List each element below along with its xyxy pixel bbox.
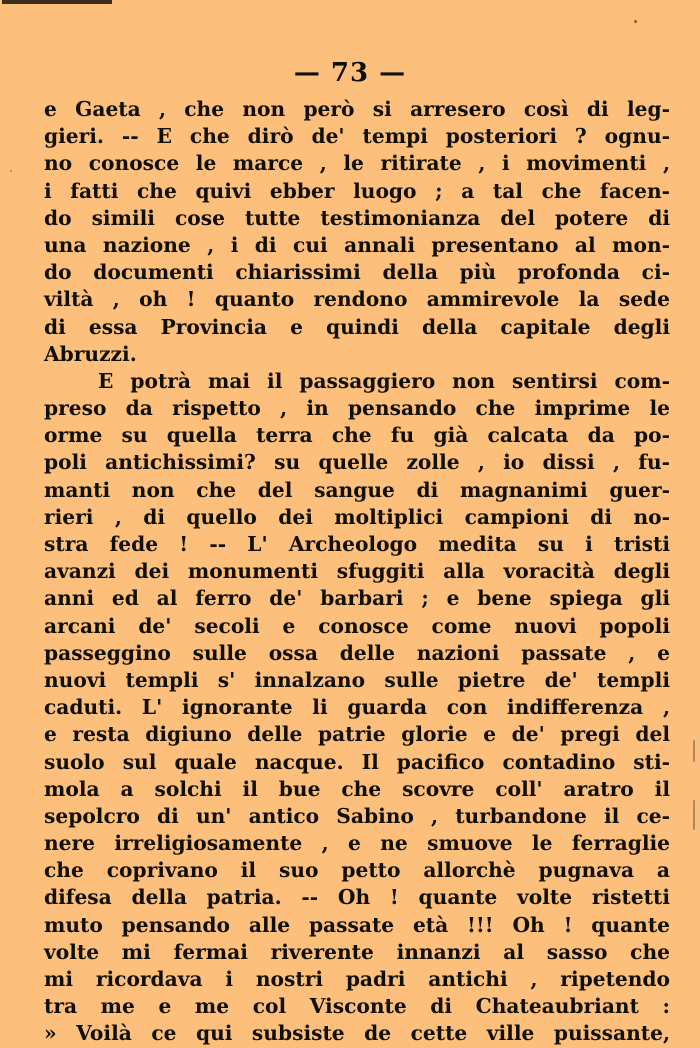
text-line: do documenti chiarissimi della più profonda ci- [44, 260, 670, 285]
text-line: muto pensando alle passate età !!! Oh ! quante [44, 912, 670, 937]
text-line: preso da rispetto , in pensando che imprime le [44, 396, 670, 421]
text-line: e Gaeta , che non però si arresero così di leg- [44, 97, 670, 121]
text-line: suolo sul quale nacque. Il pacifico contadino sti- [44, 749, 670, 774]
text-line: di essa Provincia e quindi della capitale degli [44, 314, 670, 339]
text-line: difesa della patria. -- Oh ! quante volte ristetti [44, 885, 670, 910]
scan-speck [10, 170, 12, 172]
text-line: » Voilà ce qui subsiste de cette ville puissante, [44, 1021, 670, 1046]
text-line: mi ricordava i nostri padri antichi , ripetendo [44, 967, 670, 991]
text-line: caduti. L' ignorante li guarda con indifferenza , [44, 695, 670, 720]
text-line: Abruzzi. [44, 341, 137, 366]
text-line: nere irreligiosamente , e ne smuove le ferraglie [44, 831, 670, 856]
text-line: volte mi fermai riverente innanzi al sasso che [44, 939, 670, 964]
text-line: E potrà mai il passaggiero non sentirsi com- [98, 368, 670, 393]
text-line: tra me e me col Visconte di Chateaubriant : [44, 994, 670, 1019]
text-line: anni ed al ferro de' barbari ; e bene spiega gli [44, 586, 670, 611]
text-line: arcani de' secoli e conosce come nuovi popoli [44, 613, 670, 638]
text-line: manti non che del sangue di magnanimi guer- [44, 477, 670, 502]
text-line: nuovi templi s' innalzano sulle pietre de' templi [44, 667, 670, 692]
scan-edge-mark [2, 0, 112, 4]
text-line: orme su quella terra che fu già calcata da po- [44, 423, 670, 448]
paragraph-2 [44, 368, 670, 1048]
text-line: gieri. -- E che dirò de' tempi posteriori ? ognu- [44, 124, 670, 149]
text-line: poli antichissimi? su quelle zolle , io dissi , fu- [44, 450, 670, 475]
text-line: rieri , di quello dei moltiplici campioni di no- [44, 504, 670, 529]
paragraph-1 [44, 96, 670, 368]
text-line: sepolcro di un' antico Sabino , turbandone il ce- [44, 803, 670, 828]
scan-speck [693, 800, 695, 830]
text-line: avanzi dei monumenti sfuggiti alla voracità degli [44, 559, 670, 584]
body-text [44, 96, 670, 1048]
text-line: che coprivano il suo petto allorchè pugnava a [44, 858, 670, 883]
text-line: una nazione , i di cui annali presentano al mon- [44, 232, 670, 257]
scan-speck [634, 20, 637, 23]
text-line: passeggino sulle ossa delle nazioni passate , e [44, 640, 670, 665]
text-line: do simili cose tutte testimonianza del potere di [44, 205, 670, 230]
text-line: viltà , oh ! quanto rendono ammirevole la sede [44, 287, 670, 312]
text-line: i fatti che quivi ebber luogo ; a tal che facen- [44, 178, 670, 203]
text-line: mola a solchi il bue che scovre coll' aratro il [44, 776, 670, 801]
text-line: stra fede ! -- L' Archeologo medita su i tristi [44, 532, 670, 556]
page-number: — 73 — [293, 58, 407, 88]
text-line: no conosce le marce , le ritirate , i movimenti , [44, 151, 670, 176]
scan-speck [693, 740, 695, 762]
text-line: e resta digiuno delle patrie glorie e de' pregi del [44, 722, 670, 747]
